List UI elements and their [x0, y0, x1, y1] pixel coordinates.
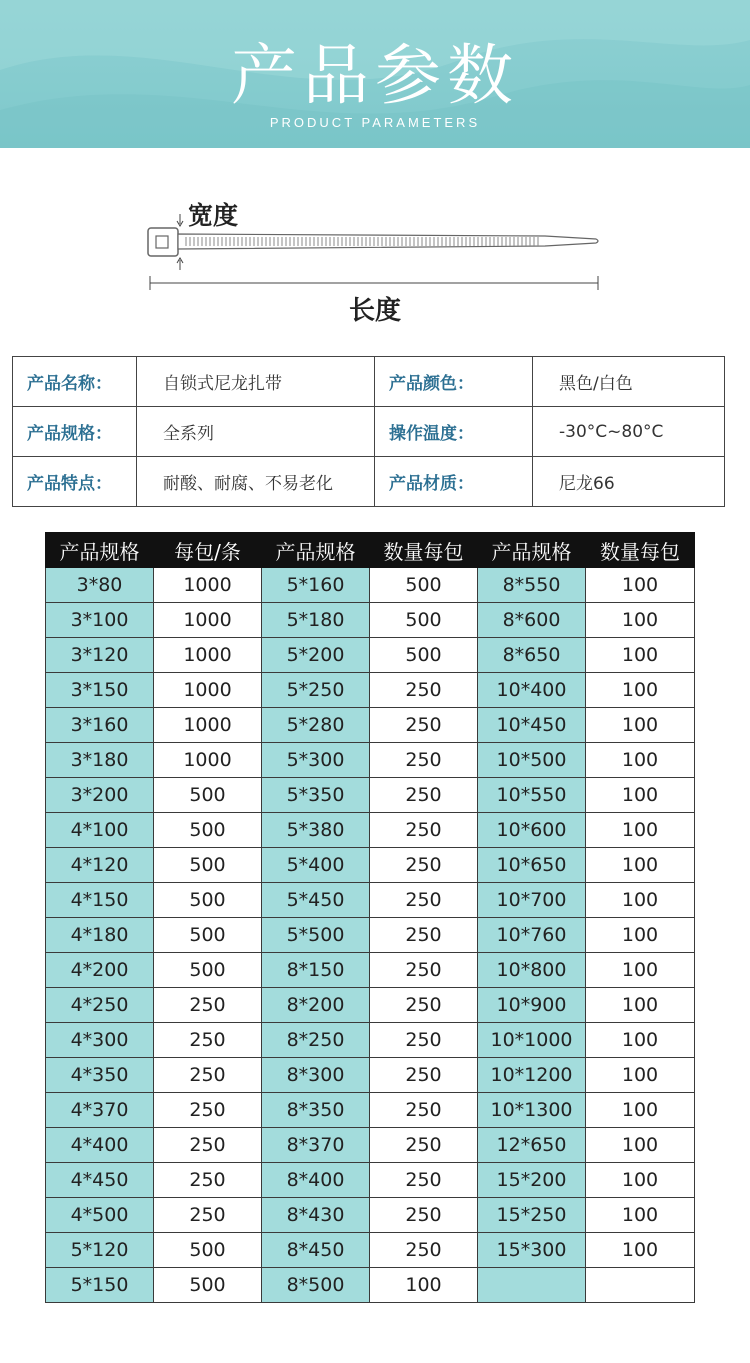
spec-size-cell: 4*300: [46, 1023, 154, 1058]
spec-size-cell: 8*200: [262, 988, 370, 1023]
spec-size-cell: 10*650: [478, 848, 586, 883]
spec-qty-cell: 1000: [154, 638, 262, 673]
spec-qty-cell: 250: [370, 673, 478, 708]
spec-size-cell: 4*150: [46, 883, 154, 918]
spec-size-cell: 4*350: [46, 1058, 154, 1093]
spec-size-cell: 10*800: [478, 953, 586, 988]
info-row: [13, 457, 725, 507]
cable-tie-diagram: [0, 148, 750, 348]
spec-size-cell: 10*500: [478, 743, 586, 778]
table-row: [46, 918, 695, 953]
info-value: 全系列: [137, 407, 375, 457]
spec-size-cell: 10*900: [478, 988, 586, 1023]
spec-qty-cell: 100: [370, 1268, 478, 1303]
spec-qty-cell: 250: [370, 1128, 478, 1163]
info-row: [13, 357, 725, 407]
table-row: [46, 1023, 695, 1058]
spec-qty-cell: 100: [586, 1163, 695, 1198]
table-row: [46, 1163, 695, 1198]
spec-size-cell: 5*300: [262, 743, 370, 778]
spec-qty-cell: 100: [586, 1058, 695, 1093]
table-row: [46, 1128, 695, 1163]
product-info-table: [12, 356, 725, 507]
spec-qty-cell: 250: [370, 743, 478, 778]
table-row: [46, 568, 695, 603]
spec-qty-cell: 100: [586, 1093, 695, 1128]
table-row: [46, 603, 695, 638]
spec-qty-cell: 250: [370, 988, 478, 1023]
spec-qty-cell: [586, 1268, 695, 1303]
spec-qty-cell: 250: [370, 883, 478, 918]
spec-qty-cell: 100: [586, 1128, 695, 1163]
spec-qty-cell: 500: [154, 883, 262, 918]
table-row: [46, 743, 695, 778]
spec-qty-cell: 500: [154, 778, 262, 813]
spec-qty-cell: 250: [154, 1093, 262, 1128]
table-row: [46, 673, 695, 708]
spec-size-cell: 5*200: [262, 638, 370, 673]
spec-qty-cell: 100: [586, 743, 695, 778]
spec-size-cell: 3*80: [46, 568, 154, 603]
spec-size-cell: 4*400: [46, 1128, 154, 1163]
info-row: [13, 407, 725, 457]
spec-qty-cell: 500: [154, 848, 262, 883]
spec-qty-cell: 100: [586, 1198, 695, 1233]
spec-qty-cell: 1000: [154, 708, 262, 743]
spec-size-cell: 10*450: [478, 708, 586, 743]
spec-size-cell: 5*380: [262, 813, 370, 848]
spec-qty-cell: 250: [370, 918, 478, 953]
info-value: 自锁式尼龙扎带: [137, 357, 375, 407]
spec-table: [45, 532, 695, 1303]
spec-size-cell: 10*760: [478, 918, 586, 953]
table-row: [46, 1268, 695, 1303]
info-key: 操作温度：: [375, 407, 533, 457]
spec-header-row: [46, 533, 695, 568]
page-subtitle: PRODUCT PARAMETERS: [269, 115, 481, 130]
width-label: 宽度: [188, 201, 239, 230]
spec-qty-cell: 100: [586, 603, 695, 638]
spec-size-cell: 3*120: [46, 638, 154, 673]
spec-size-cell: 8*300: [262, 1058, 370, 1093]
spec-size-cell: 8*150: [262, 953, 370, 988]
spec-size-cell: 8*350: [262, 1093, 370, 1128]
spec-size-cell: 10*1200: [478, 1058, 586, 1093]
spec-qty-cell: 500: [154, 918, 262, 953]
spec-size-cell: 5*500: [262, 918, 370, 953]
spec-size-cell: 5*450: [262, 883, 370, 918]
spec-size-cell: 5*280: [262, 708, 370, 743]
table-row: [46, 953, 695, 988]
spec-qty-cell: 100: [586, 813, 695, 848]
info-value: 黑色/白色: [533, 357, 725, 407]
table-row: [46, 1058, 695, 1093]
spec-qty-cell: 1000: [154, 603, 262, 638]
spec-size-cell: 4*100: [46, 813, 154, 848]
spec-size-cell: 5*160: [262, 568, 370, 603]
spec-qty-cell: 1000: [154, 673, 262, 708]
info-value: 耐酸、耐腐、不易老化: [137, 457, 375, 507]
spec-qty-cell: 250: [154, 1198, 262, 1233]
spec-size-cell: 4*450: [46, 1163, 154, 1198]
table-row: [46, 1198, 695, 1233]
spec-qty-cell: 100: [586, 568, 695, 603]
spec-size-cell: 10*700: [478, 883, 586, 918]
spec-size-cell: [478, 1268, 586, 1303]
spec-size-cell: 5*180: [262, 603, 370, 638]
spec-header: 产品规格: [262, 533, 370, 568]
spec-header: 产品规格: [46, 533, 154, 568]
table-row: [46, 1233, 695, 1268]
table-row: [46, 813, 695, 848]
page-title: 产品参数: [231, 37, 519, 114]
spec-qty-cell: 100: [586, 953, 695, 988]
spec-qty-cell: 500: [154, 813, 262, 848]
table-row: [46, 778, 695, 813]
spec-size-cell: 8*650: [478, 638, 586, 673]
spec-size-cell: 15*300: [478, 1233, 586, 1268]
spec-size-cell: 5*120: [46, 1233, 154, 1268]
info-key: 产品颜色：: [375, 357, 533, 407]
spec-size-cell: 10*1000: [478, 1023, 586, 1058]
spec-qty-cell: 1000: [154, 743, 262, 778]
spec-size-cell: 4*200: [46, 953, 154, 988]
spec-size-cell: 10*400: [478, 673, 586, 708]
spec-size-cell: 4*120: [46, 848, 154, 883]
spec-size-cell: 15*250: [478, 1198, 586, 1233]
info-key: 产品名称：: [13, 357, 137, 407]
spec-size-cell: 8*250: [262, 1023, 370, 1058]
spec-qty-cell: 250: [370, 1058, 478, 1093]
spec-size-cell: 10*1300: [478, 1093, 586, 1128]
header-banner: [0, 0, 750, 148]
spec-qty-cell: 500: [154, 953, 262, 988]
spec-header: 数量每包: [586, 533, 695, 568]
table-row: [46, 638, 695, 673]
spec-size-cell: 15*200: [478, 1163, 586, 1198]
spec-qty-cell: 250: [154, 1023, 262, 1058]
spec-qty-cell: 100: [586, 918, 695, 953]
info-key: 产品特点：: [13, 457, 137, 507]
info-value: -30°C~80°C: [533, 407, 725, 457]
spec-qty-cell: 100: [586, 1023, 695, 1058]
spec-qty-cell: 250: [370, 813, 478, 848]
spec-qty-cell: 250: [154, 1128, 262, 1163]
spec-size-cell: 3*180: [46, 743, 154, 778]
spec-header: 数量每包: [370, 533, 478, 568]
spec-size-cell: 4*250: [46, 988, 154, 1023]
spec-size-cell: 4*180: [46, 918, 154, 953]
spec-size-cell: 8*430: [262, 1198, 370, 1233]
spec-qty-cell: 250: [370, 1233, 478, 1268]
spec-qty-cell: 100: [586, 673, 695, 708]
spec-qty-cell: 100: [586, 1233, 695, 1268]
spec-qty-cell: 250: [370, 1198, 478, 1233]
spec-qty-cell: 500: [370, 568, 478, 603]
spec-size-cell: 3*160: [46, 708, 154, 743]
table-row: [46, 883, 695, 918]
spec-size-cell: 10*600: [478, 813, 586, 848]
spec-header: 产品规格: [478, 533, 586, 568]
spec-size-cell: 8*400: [262, 1163, 370, 1198]
spec-qty-cell: 250: [370, 953, 478, 988]
table-row: [46, 848, 695, 883]
spec-qty-cell: 250: [370, 1093, 478, 1128]
spec-size-cell: 4*500: [46, 1198, 154, 1233]
spec-qty-cell: 250: [154, 988, 262, 1023]
table-row: [46, 708, 695, 743]
spec-size-cell: 4*370: [46, 1093, 154, 1128]
spec-qty-cell: 250: [370, 848, 478, 883]
spec-qty-cell: 500: [370, 638, 478, 673]
table-row: [46, 1093, 695, 1128]
spec-header: 每包/条: [154, 533, 262, 568]
table-row: [46, 988, 695, 1023]
info-key: 产品材质：: [375, 457, 533, 507]
spec-qty-cell: 100: [586, 778, 695, 813]
spec-size-cell: 8*500: [262, 1268, 370, 1303]
spec-qty-cell: 500: [370, 603, 478, 638]
spec-qty-cell: 250: [370, 1163, 478, 1198]
spec-size-cell: 3*200: [46, 778, 154, 813]
spec-size-cell: 3*150: [46, 673, 154, 708]
spec-size-cell: 5*350: [262, 778, 370, 813]
spec-size-cell: 8*550: [478, 568, 586, 603]
spec-size-cell: 8*600: [478, 603, 586, 638]
spec-qty-cell: 100: [586, 848, 695, 883]
spec-size-cell: 5*150: [46, 1268, 154, 1303]
spec-size-cell: 12*650: [478, 1128, 586, 1163]
spec-size-cell: 10*550: [478, 778, 586, 813]
spec-qty-cell: 250: [370, 708, 478, 743]
spec-qty-cell: 250: [370, 1023, 478, 1058]
spec-size-cell: 5*250: [262, 673, 370, 708]
spec-qty-cell: 500: [154, 1268, 262, 1303]
spec-qty-cell: 100: [586, 708, 695, 743]
spec-size-cell: 8*450: [262, 1233, 370, 1268]
spec-qty-cell: 500: [154, 1233, 262, 1268]
spec-qty-cell: 250: [370, 778, 478, 813]
spec-size-cell: 5*400: [262, 848, 370, 883]
spec-qty-cell: 250: [154, 1058, 262, 1093]
spec-qty-cell: 250: [154, 1163, 262, 1198]
info-value: 尼龙66: [533, 457, 725, 507]
spec-qty-cell: 100: [586, 638, 695, 673]
spec-size-cell: 8*370: [262, 1128, 370, 1163]
length-label: 长度: [348, 296, 401, 326]
spec-qty-cell: 100: [586, 988, 695, 1023]
info-key: 产品规格：: [13, 407, 137, 457]
spec-qty-cell: 100: [586, 883, 695, 918]
spec-size-cell: 3*100: [46, 603, 154, 638]
spec-qty-cell: 1000: [154, 568, 262, 603]
